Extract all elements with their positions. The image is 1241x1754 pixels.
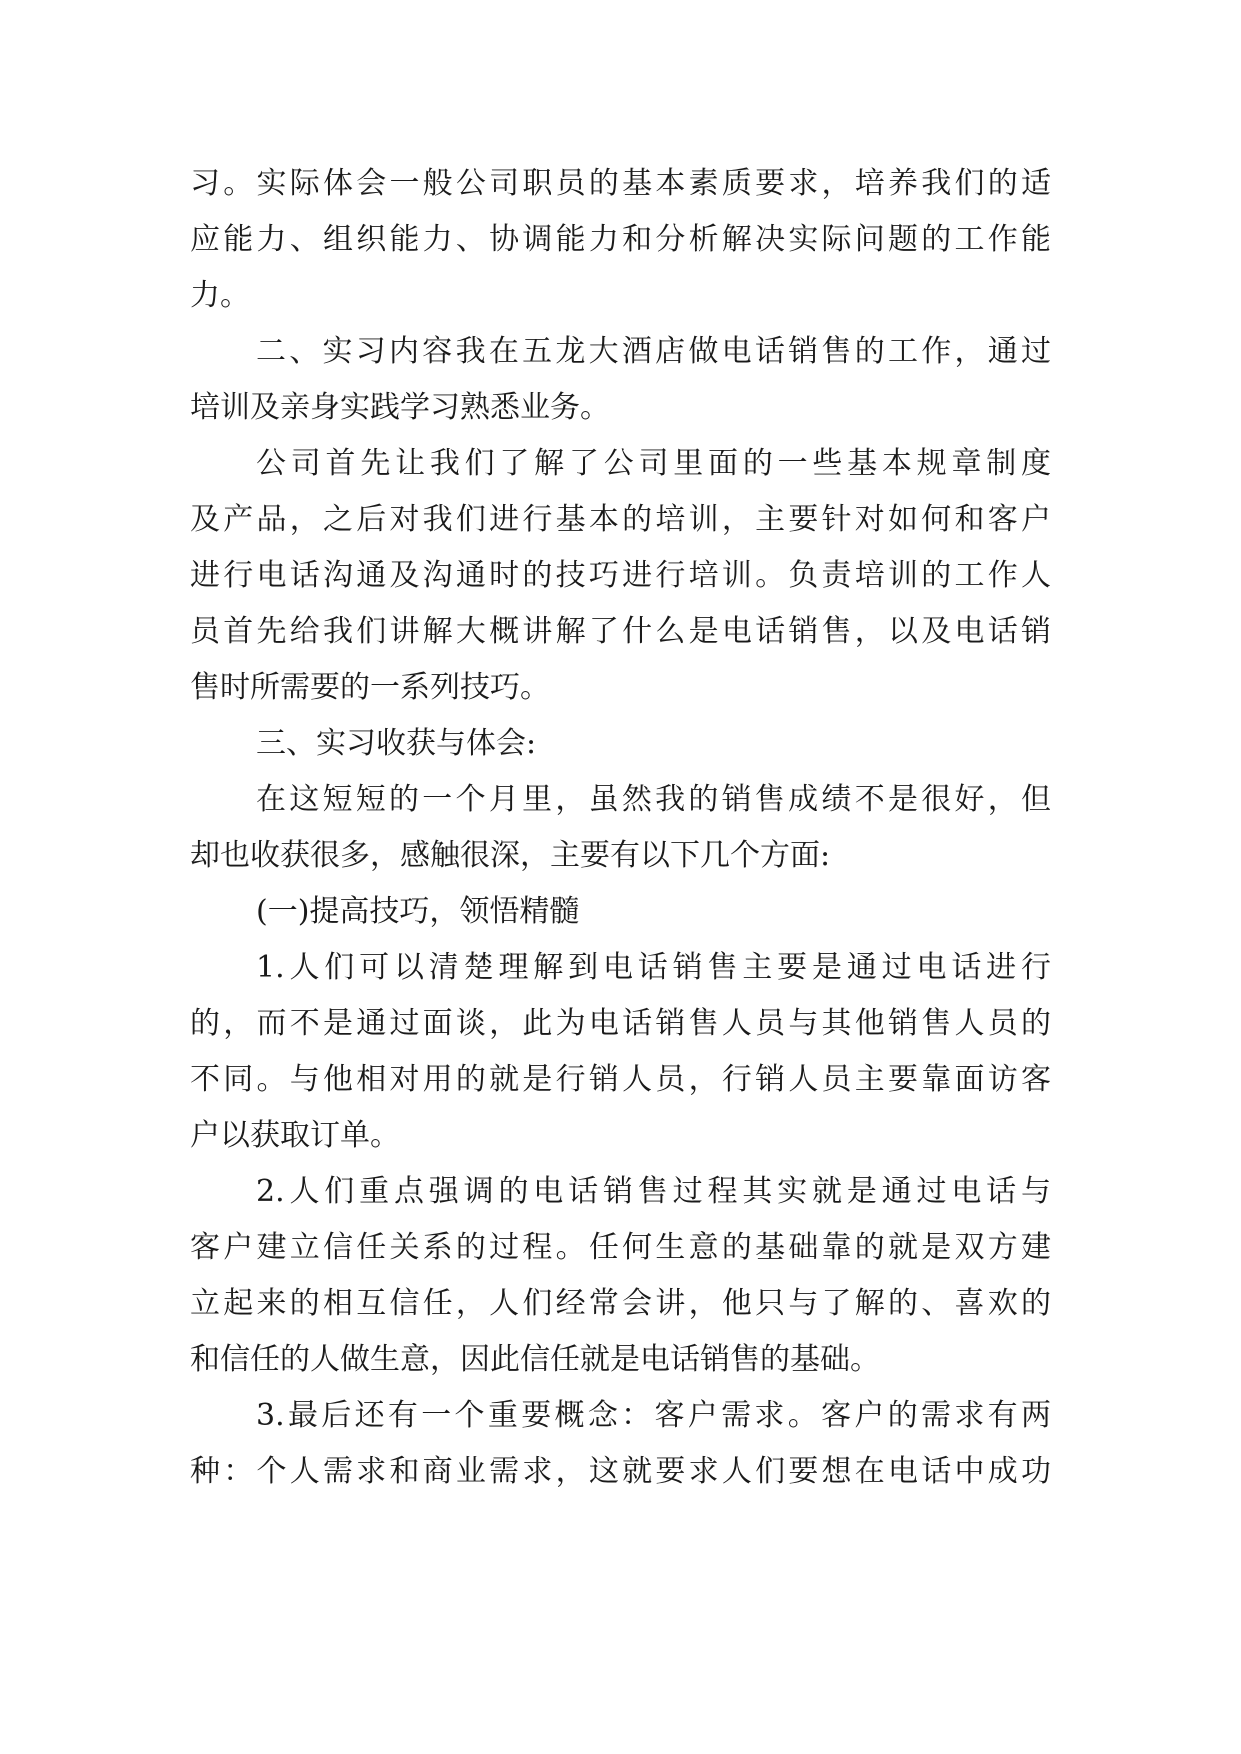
text-line: 培训及亲身实践学习熟悉业务。 xyxy=(190,390,610,425)
list-item-text: 1.人们可以清楚理解到电话销售主要是通过电话进行 xyxy=(256,950,1051,985)
text-line: 客户建立信任关系的过程。任何生意的基础靠的就是双方建 xyxy=(190,1230,1051,1265)
text-line: 却也收获很多，感触很深，主要有以下几个方面: xyxy=(190,838,831,873)
text-line: 种：个人需求和商业需求，这就要求人们要想在电话中成功 xyxy=(190,1454,1051,1489)
text-line: 售时所需要的一系列技巧。 xyxy=(190,670,550,705)
text-line: 进行电话沟通及沟通时的技巧进行培训。负责培训的工作人 xyxy=(190,558,1051,593)
subsection-heading: (一)提高技巧，领悟精髓 xyxy=(256,894,580,929)
text-line: 户以获取订单。 xyxy=(190,1118,400,1153)
list-item-text: 2.人们重点强调的电话销售过程其实就是通过电话与 xyxy=(256,1174,1051,1209)
text-line: 习。实际体会一般公司职员的基本素质要求，培养我们的适 xyxy=(190,166,1051,201)
text-line: 及产品，之后对我们进行基本的培训，主要针对如何和客户 xyxy=(190,502,1051,537)
section-heading: 二、实习内容我在五龙大酒店做电话销售的工作，通过 xyxy=(256,334,1051,369)
text-line: 力。 xyxy=(190,278,250,313)
text-line: 员首先给我们讲解大概讲解了什么是电话销售，以及电话销 xyxy=(190,614,1051,649)
text-line: 的，而不是通过面谈，此为电话销售人员与其他销售人员的 xyxy=(190,1006,1051,1041)
text-line: 公司首先让我们了解了公司里面的一些基本规章制度 xyxy=(256,446,1051,481)
text-line: 立起来的相互信任，人们经常会讲，他只与了解的、喜欢的 xyxy=(190,1286,1051,1321)
section-heading: 三、实习收获与体会: xyxy=(256,726,537,761)
text-line: 在这短短的一个月里，虽然我的销售成绩不是很好，但 xyxy=(256,782,1051,817)
text-line: 应能力、组织能力、协调能力和分析解决实际问题的工作能 xyxy=(190,222,1051,257)
text-line: 和信任的人做生意，因此信任就是电话销售的基础。 xyxy=(190,1342,880,1377)
list-item-text: 3.最后还有一个重要概念：客户需求。客户的需求有两 xyxy=(256,1398,1051,1433)
text-line: 不同。与他相对用的就是行销人员，行销人员主要靠面访客 xyxy=(190,1062,1051,1097)
